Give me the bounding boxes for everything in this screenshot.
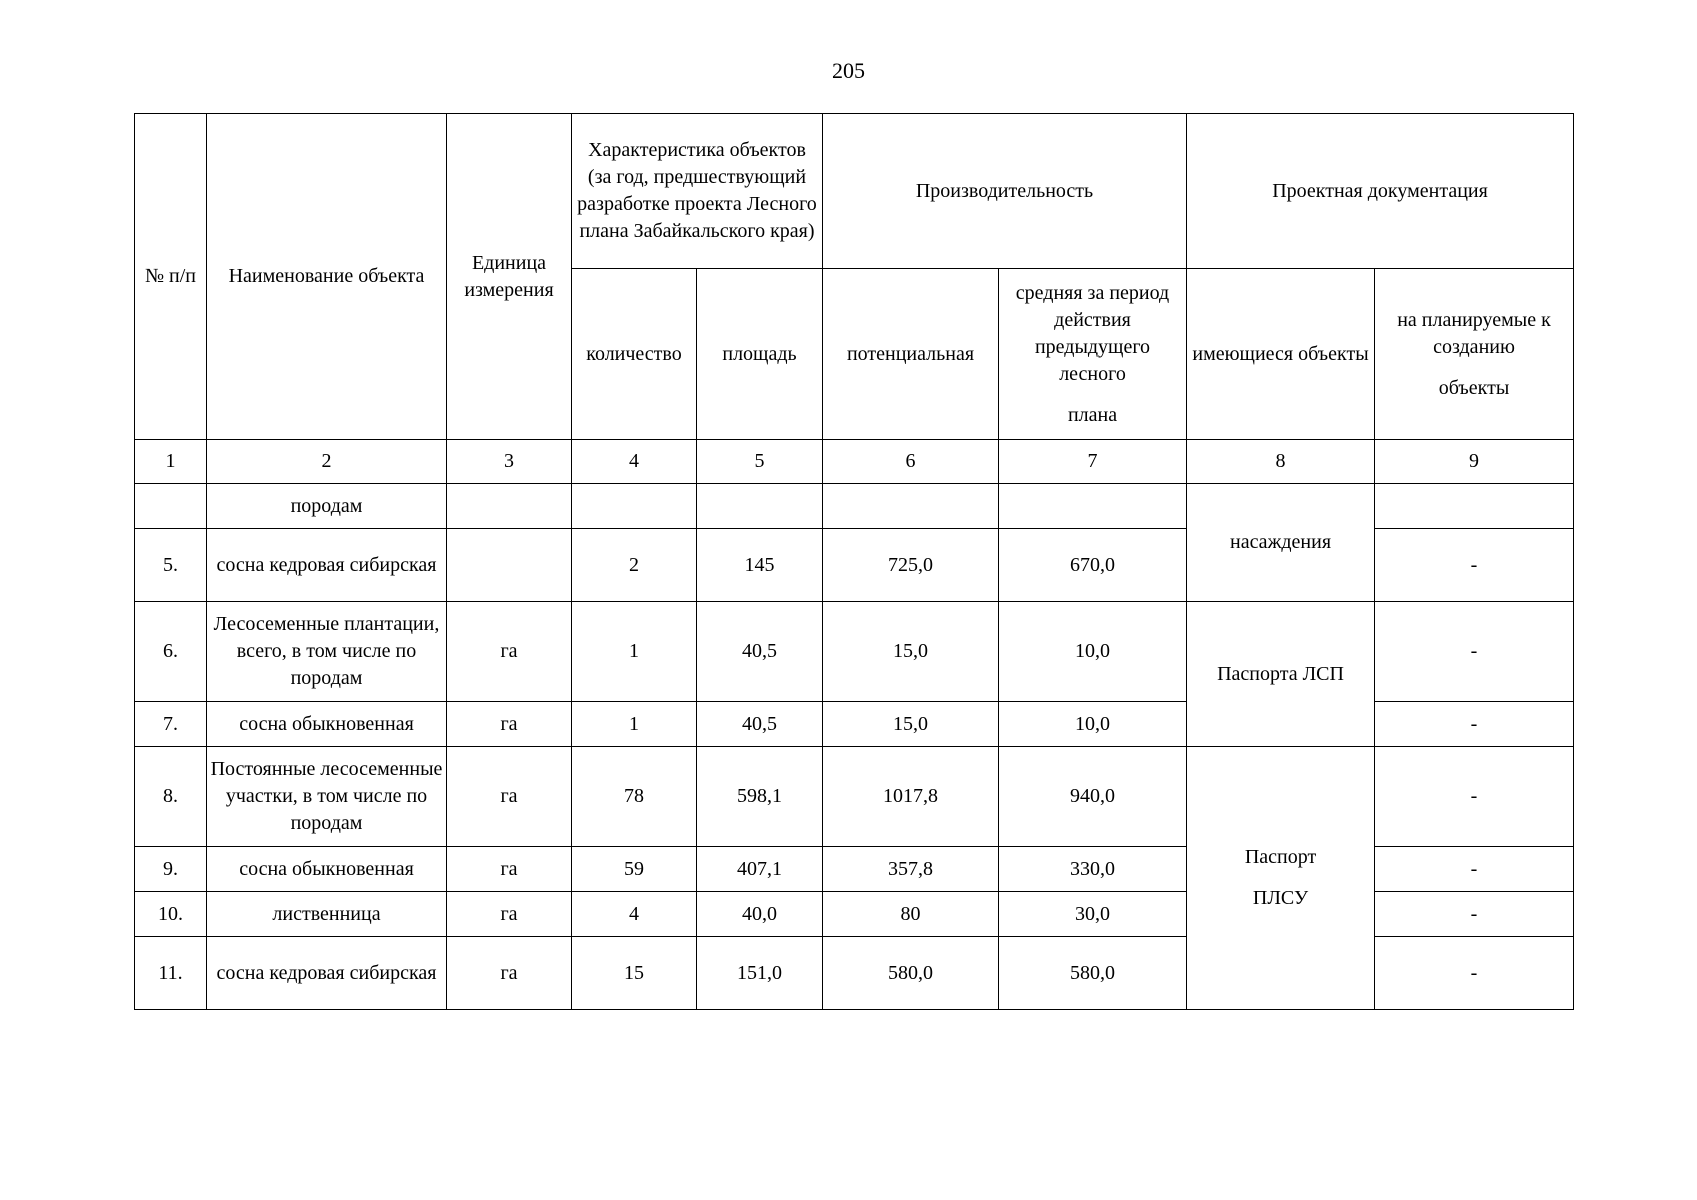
row-unit: га bbox=[447, 892, 572, 937]
row-average: 330,0 bbox=[999, 847, 1187, 892]
row-quantity: 15 bbox=[572, 937, 697, 1010]
header-average-line: плана bbox=[1067, 403, 1118, 426]
header-planned-line: объекты bbox=[1438, 376, 1510, 399]
row-number: 6. bbox=[135, 602, 207, 702]
row-unit: га bbox=[447, 747, 572, 847]
row-number: 11. bbox=[135, 937, 207, 1010]
row-unit: га bbox=[447, 937, 572, 1010]
row-planned-docs: - bbox=[1375, 702, 1574, 747]
column-number: 4 bbox=[572, 440, 697, 484]
row-object-name: породам bbox=[207, 484, 447, 529]
column-numbers-row bbox=[135, 440, 1574, 484]
row-planned-docs: - bbox=[1375, 747, 1574, 847]
row-number: 5. bbox=[135, 529, 207, 602]
row-average: 10,0 bbox=[999, 602, 1187, 702]
row-area: 598,1 bbox=[697, 747, 823, 847]
column-number: 7 bbox=[999, 440, 1187, 484]
row-potential: 1017,8 bbox=[823, 747, 999, 847]
header-planned-line: на планируемые к созданию bbox=[1397, 308, 1551, 358]
row-unit: га bbox=[447, 602, 572, 702]
row-potential: 725,0 bbox=[823, 529, 999, 602]
header-number: № п/п bbox=[135, 114, 207, 440]
row-object-name: Постоянные лесосеменные участки, в том числе по породам bbox=[207, 747, 447, 847]
header-potential: потенциальная bbox=[823, 269, 999, 440]
header-existing-objects: имеющиеся объекты bbox=[1187, 269, 1375, 440]
row-planned-docs: - bbox=[1375, 847, 1574, 892]
row-average bbox=[999, 484, 1187, 529]
row-average: 10,0 bbox=[999, 702, 1187, 747]
header-average bbox=[999, 269, 1187, 440]
row-quantity: 59 bbox=[572, 847, 697, 892]
header-average-line: средняя за период действия предыдущего лесного bbox=[1015, 281, 1170, 385]
header-project-documentation: Проектная документация bbox=[1187, 114, 1574, 269]
row-object-name: сосна кедровая сибирская bbox=[207, 529, 447, 602]
header-characteristics: Характеристика объектов (за год, предшествующий разработке проекта Лесного плана Забайкальского края) bbox=[572, 114, 823, 269]
row-number: 9. bbox=[135, 847, 207, 892]
row-potential: 15,0 bbox=[823, 602, 999, 702]
table-row bbox=[135, 602, 1574, 702]
header-planned-objects bbox=[1375, 269, 1574, 440]
docs-lsp-passports: Паспорта ЛСП bbox=[1187, 602, 1375, 747]
forest-seed-objects-table bbox=[134, 113, 1574, 1010]
row-area: 151,0 bbox=[697, 937, 823, 1010]
header-unit: Единица измерения bbox=[447, 114, 572, 440]
docs-plsu-passport bbox=[1187, 747, 1375, 1010]
row-planned-docs bbox=[1375, 484, 1574, 529]
row-planned-docs: - bbox=[1375, 529, 1574, 602]
column-number: 3 bbox=[447, 440, 572, 484]
row-number: 10. bbox=[135, 892, 207, 937]
row-area: 40,5 bbox=[697, 702, 823, 747]
row-quantity: 1 bbox=[572, 702, 697, 747]
row-planned-docs: - bbox=[1375, 937, 1574, 1010]
header-row-1 bbox=[135, 114, 1574, 269]
row-object-name: Лесосеменные плантации, всего, в том числе по породам bbox=[207, 602, 447, 702]
row-average: 670,0 bbox=[999, 529, 1187, 602]
row-object-name: сосна кедровая сибирская bbox=[207, 937, 447, 1010]
row-unit bbox=[447, 529, 572, 602]
header-object-name: Наименование объекта bbox=[207, 114, 447, 440]
row-unit bbox=[447, 484, 572, 529]
row-number: 8. bbox=[135, 747, 207, 847]
row-area bbox=[697, 484, 823, 529]
table-row bbox=[135, 484, 1574, 529]
table-row bbox=[135, 747, 1574, 847]
row-unit: га bbox=[447, 847, 572, 892]
docs-plantings: насаждения bbox=[1187, 484, 1375, 602]
column-number: 9 bbox=[1375, 440, 1574, 484]
row-object-name: сосна обыкновенная bbox=[207, 702, 447, 747]
row-object-name: лиственница bbox=[207, 892, 447, 937]
header-quantity: количество bbox=[572, 269, 697, 440]
row-quantity: 2 bbox=[572, 529, 697, 602]
row-quantity bbox=[572, 484, 697, 529]
docs-plsu-line: Паспорт bbox=[1244, 846, 1317, 868]
row-potential bbox=[823, 484, 999, 529]
row-planned-docs: - bbox=[1375, 602, 1574, 702]
row-quantity: 78 bbox=[572, 747, 697, 847]
row-area: 407,1 bbox=[697, 847, 823, 892]
row-area: 145 bbox=[697, 529, 823, 602]
docs-plsu-line: ПЛСУ bbox=[1252, 887, 1309, 909]
row-potential: 15,0 bbox=[823, 702, 999, 747]
page-number: 205 bbox=[832, 58, 865, 83]
row-area: 40,5 bbox=[697, 602, 823, 702]
row-number: 7. bbox=[135, 702, 207, 747]
header-area: площадь bbox=[697, 269, 823, 440]
column-number: 8 bbox=[1187, 440, 1375, 484]
column-number: 2 bbox=[207, 440, 447, 484]
row-potential: 580,0 bbox=[823, 937, 999, 1010]
row-number bbox=[135, 484, 207, 529]
row-average: 580,0 bbox=[999, 937, 1187, 1010]
row-average: 30,0 bbox=[999, 892, 1187, 937]
row-potential: 80 bbox=[823, 892, 999, 937]
row-quantity: 4 bbox=[572, 892, 697, 937]
row-quantity: 1 bbox=[572, 602, 697, 702]
row-planned-docs: - bbox=[1375, 892, 1574, 937]
column-number: 5 bbox=[697, 440, 823, 484]
row-unit: га bbox=[447, 702, 572, 747]
column-number: 6 bbox=[823, 440, 999, 484]
row-object-name: сосна обыкновенная bbox=[207, 847, 447, 892]
row-average: 940,0 bbox=[999, 747, 1187, 847]
row-area: 40,0 bbox=[697, 892, 823, 937]
row-potential: 357,8 bbox=[823, 847, 999, 892]
header-productivity: Производительность bbox=[823, 114, 1187, 269]
column-number: 1 bbox=[135, 440, 207, 484]
